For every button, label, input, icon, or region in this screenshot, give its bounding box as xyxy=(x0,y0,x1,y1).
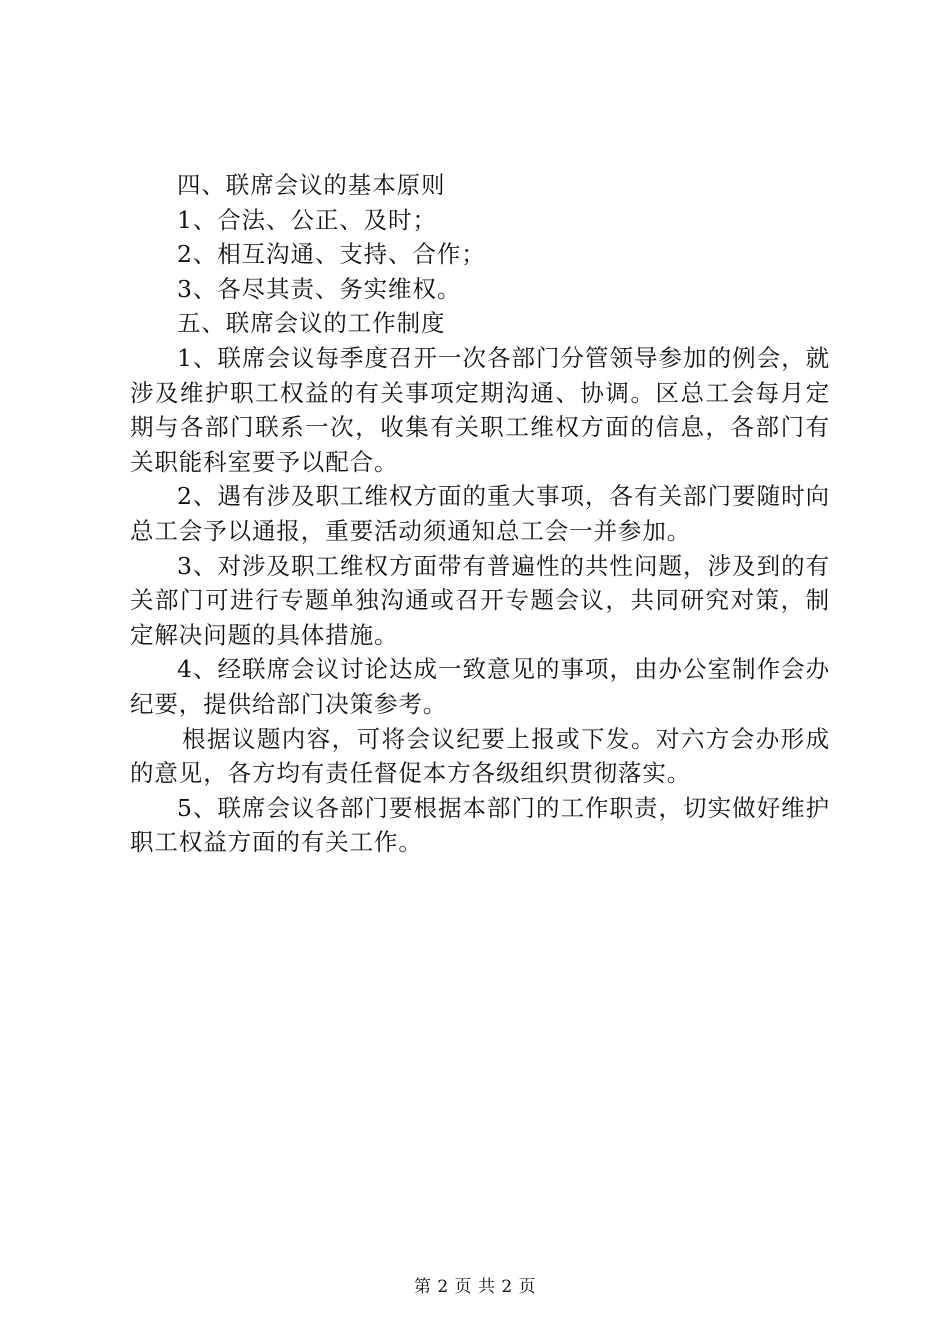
work-system-item-5: 5、联席会议各部门要根据本部门的工作职责，切实做好维护职工权益方面的有关工作。 xyxy=(130,793,830,857)
section-heading-work-system: 五、联席会议的工作制度 xyxy=(177,309,446,338)
section-heading-principles: 四、联席会议的基本原则 xyxy=(177,171,446,199)
work-system-item-4: 4、经联席会议讨论达成一致意见的事项，由办公室制作会办纪要，提供给部门决策参考。 xyxy=(130,655,830,718)
principle-item-1: 1、合法、公正、及时； xyxy=(177,205,437,234)
work-system-item-3: 3、对涉及职工维权方面带有普遍性的共性问题，涉及到的有关部门可进行专题单独沟通或召开专题会议，共同研究对策，制定解决问题的具体措施。 xyxy=(130,551,830,649)
principle-item-2: 2、相互沟通、支持、合作； xyxy=(177,240,486,269)
work-system-item-1: 1、联席会议每季度召开一次各部门分管领导参加的例会，就涉及维护职工权益的有关事项定期沟通、协调。区总工会每月定期与各部门联系一次，收集有关职工维权方面的信息，各部门有关职能科室要予以配合。 xyxy=(130,343,830,476)
work-system-item-2: 2、遇有涉及职工维权方面的重大事项，各有关部门要随时向总工会予以通报，重要活动须通知总工会一并参加。 xyxy=(130,482,830,545)
page-footer: 第 2 页 共 2 页 xyxy=(413,1277,537,1297)
principle-item-3: 3、各尽其责、务实维权。 xyxy=(177,274,462,303)
document-body xyxy=(130,168,830,860)
work-system-item-4-continuation: 根据议题内容，可将会议纪要上报或下发。对六方会办形成的意见，各方均有责任督促本方各级组织贯彻落实。 xyxy=(130,724,830,788)
